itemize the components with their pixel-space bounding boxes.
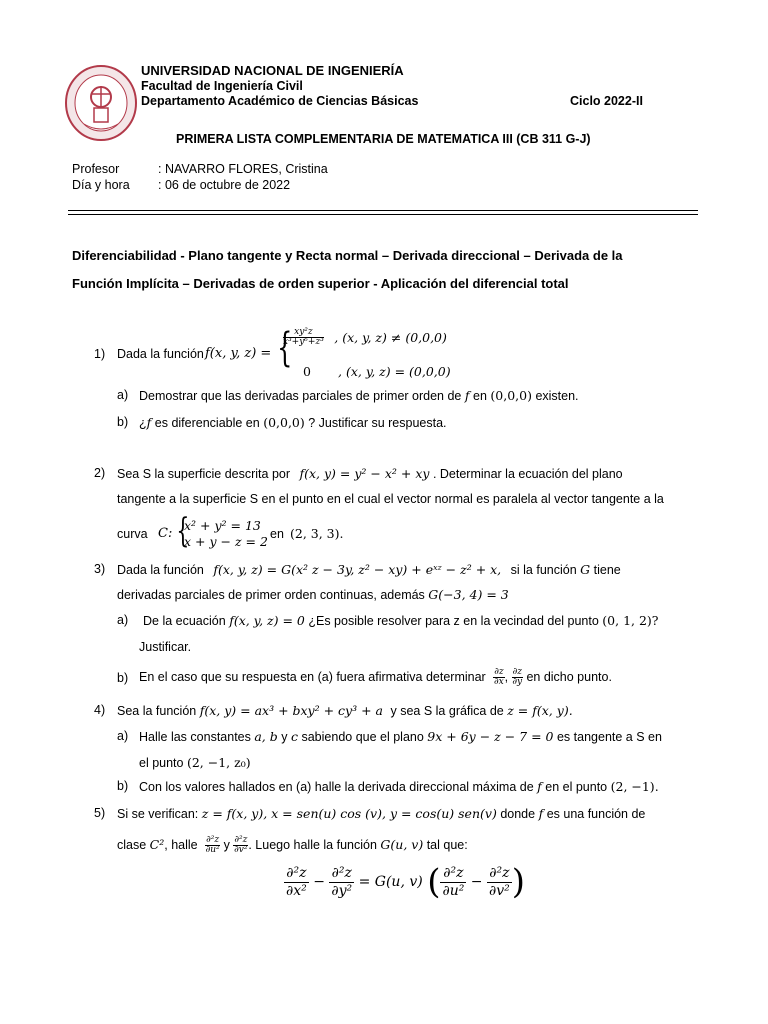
problem-1b-text: ¿f es diferenciable en (0,0,0) ? Justificar su respuesta. [139, 415, 447, 430]
university-name: UNIVERSIDAD NACIONAL DE INGENIERÍA [141, 63, 404, 78]
professor-label: Profesor [72, 162, 120, 176]
problem-3-line-2: derivadas parciales de primer orden continuas, además G(−3, 4) = 3 [117, 587, 509, 602]
problem-3a-label: a) [117, 613, 129, 627]
problem-5-equation: $\frac{\text{∂²z}}{\text{∂x²}}$ − $\frac{\text{∂²z}}{\text{∂y²}}$ = G(u, v) ( $\frac{\text{∂²z}}{\text{∂u²}}$ − $\frac{\text{∂²z}}{\text{∂v²}}$ ) [286, 862, 525, 902]
problem-1-case-2-value: 0 [303, 364, 311, 379]
document-title: PRIMERA LISTA COMPLEMENTARIA DE MATEMATICA III (CB 311 G-J) [176, 132, 591, 146]
case-1-denominator: x³+y⁶+z³ [283, 337, 324, 348]
problem-4-line-1: Sea la función f(x, y) = ax³ + bxy² + cy³ + a y sea S la gráfica de z = f(x, y). [117, 703, 573, 718]
problem-2-curve-point: (2, 3, 3). [290, 526, 344, 541]
topics-line-2: Función Implícita – Derivadas de orden superior - Aplicación del diferencial total [72, 276, 569, 291]
problem-2-line-1: Sea S la superficie descrita por f(x, y) = y² − x² + xy . Determinar la ecuación del plano [117, 466, 623, 481]
problem-4-number: 4) [94, 703, 106, 717]
problem-2-line-2: tangente a la superficie S en el punto en el cual el vector normal es paralela al vector tangente a la [117, 492, 664, 506]
faculty-name: Facultad de Ingeniería Civil [141, 79, 303, 93]
problem-3a-text: De la ecuación f(x, y, z) = 0 ¿Es posible resolver para z en la vecindad del punto (0, 1, 2)? [143, 613, 659, 628]
case-1-condition: , (x, y, z) ≠ (0,0,0) [334, 330, 447, 346]
problem-3-line-1: Dada la función f(x, y, z) = G(x² z − 3y, z² − xy) + eˣᶻ − z² + x, si la función G tiene [117, 562, 621, 577]
problem-5-line-2: clase C², halle $\frac{\text{∂²z}}{\text{∂u²}}$ y $\frac{\text{∂²z}}{\text{∂v²}}$ . Luego halle la función G(u, v) tal que: [117, 834, 468, 856]
problem-1-case-2-condition: , (x, y, z) = (0,0,0) [338, 364, 451, 379]
problem-3b-text: En el caso que su respuesta en (a) fuera afirmativa determinar $\frac{\partial z}{\partial x}$ , $\frac{\partial z}{\partial y}$ en dicho punto. [139, 666, 612, 688]
problem-1a-label: a) [117, 388, 129, 402]
date-value: : 06 de octubre de 2022 [158, 178, 291, 192]
problem-2-curve-label: curva [117, 527, 148, 541]
problem-4a-label: a) [117, 729, 129, 743]
cycle-label: Ciclo 2022-II [570, 94, 643, 108]
problem-4a-point-line: el punto (2, −1, z₀) [139, 755, 251, 770]
problem-4b-text: Con los valores hallados en (a) halle la derivada direccional máxima de f en el punto (2, −1). [139, 779, 659, 794]
problem-1a-text: Demostrar que las derivadas parciales de primer orden de f en (0,0,0) existen. [139, 388, 579, 403]
problem-2-equation-1: x² + y² = 13 [184, 518, 261, 533]
professor-value: : NAVARRO FLORES, Cristina [158, 162, 328, 176]
problem-1-case-1 [283, 328, 447, 348]
problem-1-brace: { [277, 325, 293, 371]
problem-5-line-1: Si se verifican: z = f(x, y), x = sen(u) cos (v), y = cos(u) sen(v) donde f es una función de [117, 806, 646, 821]
problem-2-curve-en: en [270, 527, 284, 541]
problem-2-curve-name: C: [158, 526, 173, 541]
problem-2-equation-2: x + y − z = 2 [184, 534, 268, 549]
problem-1-intro: Dada la función [117, 347, 204, 361]
problem-2-brace: { [176, 511, 190, 551]
problem-3a-justify: Justificar. [139, 640, 192, 654]
problem-3-number: 3) [94, 562, 106, 576]
problem-5-number: 5) [94, 806, 106, 820]
problem-4b-label: b) [117, 779, 129, 793]
date-label: Día y hora [72, 178, 130, 192]
university-seal [64, 64, 138, 142]
problem-4a-text: Halle las constantes a, b y c sabiendo que el plano 9x + 6y − z − 7 = 0 es tangente a S en [139, 729, 662, 744]
problem-1b-label: b) [117, 415, 129, 429]
case-1-numerator: xy²z [283, 328, 324, 338]
problem-1-function: f(x, y, z) = [205, 346, 272, 361]
divider-top [68, 210, 698, 211]
problem-2-number: 2) [94, 466, 106, 480]
problem-3b-label: b) [117, 671, 129, 685]
topics-line-1: Diferenciabilidad - Plano tangente y Recta normal – Derivada direccional – Derivada de la [72, 248, 623, 263]
divider-bottom [68, 214, 698, 215]
department-name: Departamento Académico de Ciencias Básicas [141, 94, 419, 108]
problem-1-number: 1) [94, 347, 106, 361]
